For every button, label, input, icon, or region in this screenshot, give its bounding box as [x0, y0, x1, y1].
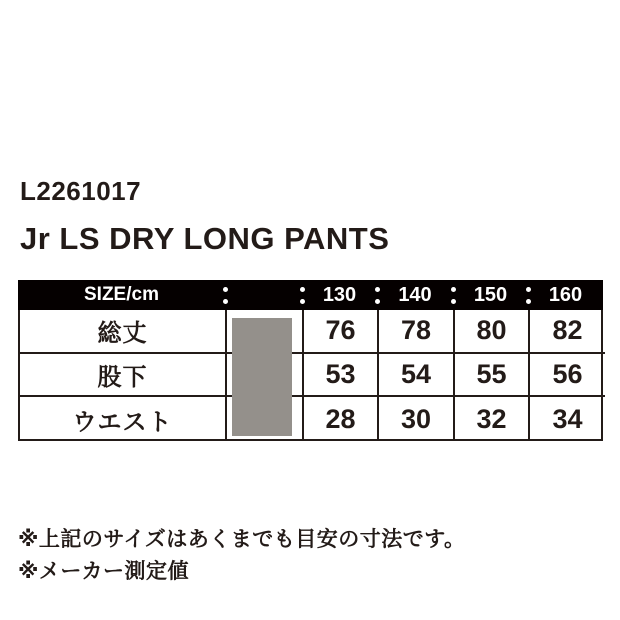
header-size-150: 150	[473, 283, 508, 306]
cell-value: 80	[455, 310, 530, 354]
footnote-size-disclaimer: ※上記のサイズはあくまでも目安の寸法です。	[18, 528, 466, 551]
header-size-160: 160	[548, 283, 583, 306]
dotted-separator-icon	[374, 280, 380, 310]
product-name: Jr LS DRY LONG PANTS	[20, 221, 390, 256]
dotted-separator-icon	[525, 280, 531, 310]
header-size-140: 140	[398, 283, 432, 306]
header-swatch-column	[225, 280, 302, 310]
cell-value: 54	[379, 354, 455, 398]
dotted-separator-icon	[222, 280, 228, 310]
size-table-body	[18, 310, 603, 441]
dotted-separator-icon	[299, 280, 305, 310]
footnotes	[18, 524, 466, 588]
cell-value: 78	[379, 310, 455, 354]
cell-value: 82	[530, 310, 605, 354]
size-table-header	[18, 280, 603, 310]
row-label-total-length: 総丈	[20, 310, 227, 354]
dotted-separator-icon	[450, 280, 456, 310]
cell-value: 76	[304, 310, 379, 354]
cell-value: 53	[304, 354, 379, 398]
cell-value: 55	[455, 354, 530, 398]
cell-value: 28	[304, 397, 379, 441]
cell-value: 34	[552, 403, 583, 434]
cell-value: 56	[530, 354, 605, 398]
size-table	[18, 280, 603, 441]
cell-value: 30	[379, 397, 455, 441]
color-swatch	[232, 318, 292, 436]
header-size-130: 130	[322, 283, 357, 306]
header-size-unit-label: SIZE/cm	[84, 284, 159, 305]
footnote-maker-measured: ※メーカー測定値	[18, 560, 189, 583]
product-code: L2261017	[20, 176, 142, 206]
cell-value: 32	[455, 397, 530, 441]
row-label-inseam: 股下	[20, 354, 227, 398]
row-label-waist: ウエスト	[20, 397, 227, 441]
